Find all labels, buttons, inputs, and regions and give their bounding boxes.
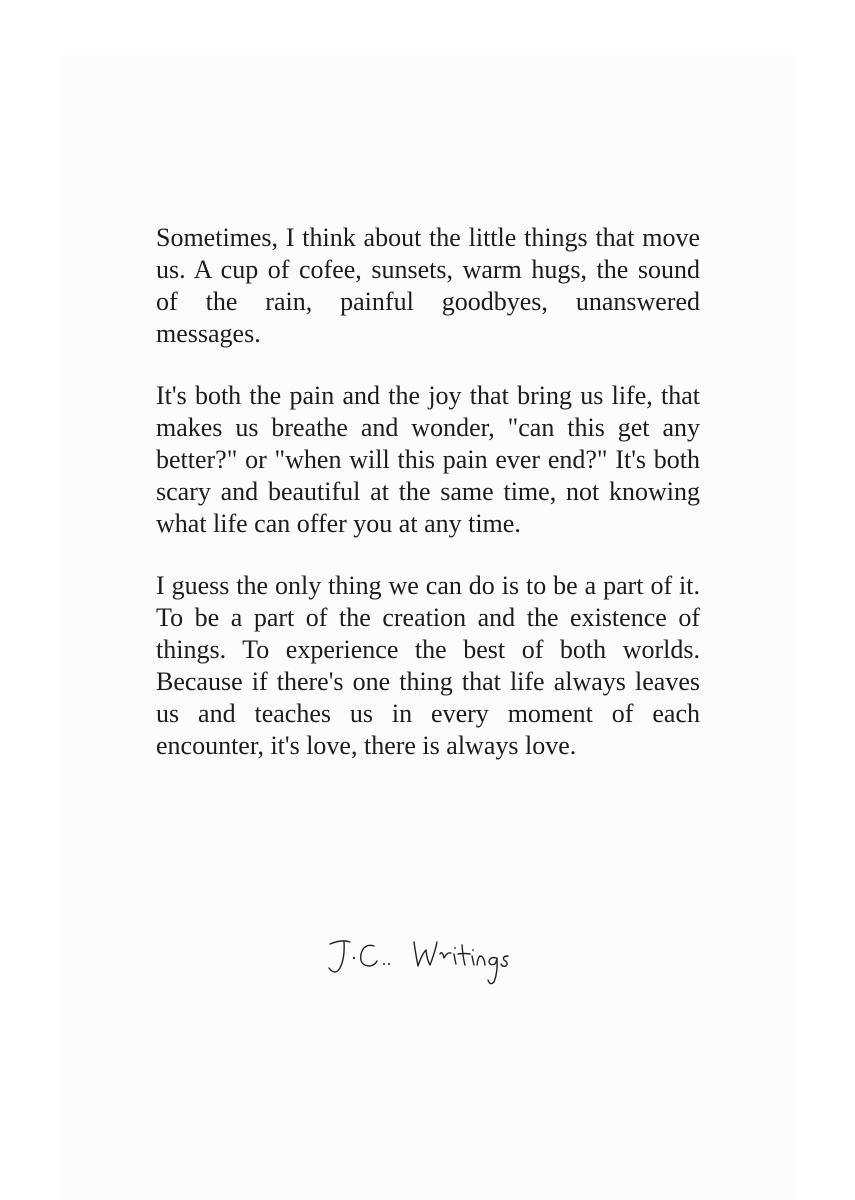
paragraph-1: Sometimes, I think about the little things that move us. A cup of cofee, sunsets, warm hugs, the sound of the rain, painful goodbyes, unanswered messages. [156,223,700,348]
paragraph-2: It's both the pain and the joy that bring us life, that makes us breathe and wonder, "can this get any better?" or "when will this pain ever end?" It's both scary and beautiful at the same time, not knowing what life can offer you at any time. [156,381,700,538]
signature-drawing [322,928,532,998]
document-body [156,222,700,792]
handwritten-signature [322,928,532,998]
paragraph-3: I guess the only thing we can do is to be a part of it. To be a part of the creation and the existence of things. To experience the best of both worlds. Because if there's one thing that life always leaves us and teaches us in every moment of each encounter, it's love, there is always love. [156,571,700,760]
